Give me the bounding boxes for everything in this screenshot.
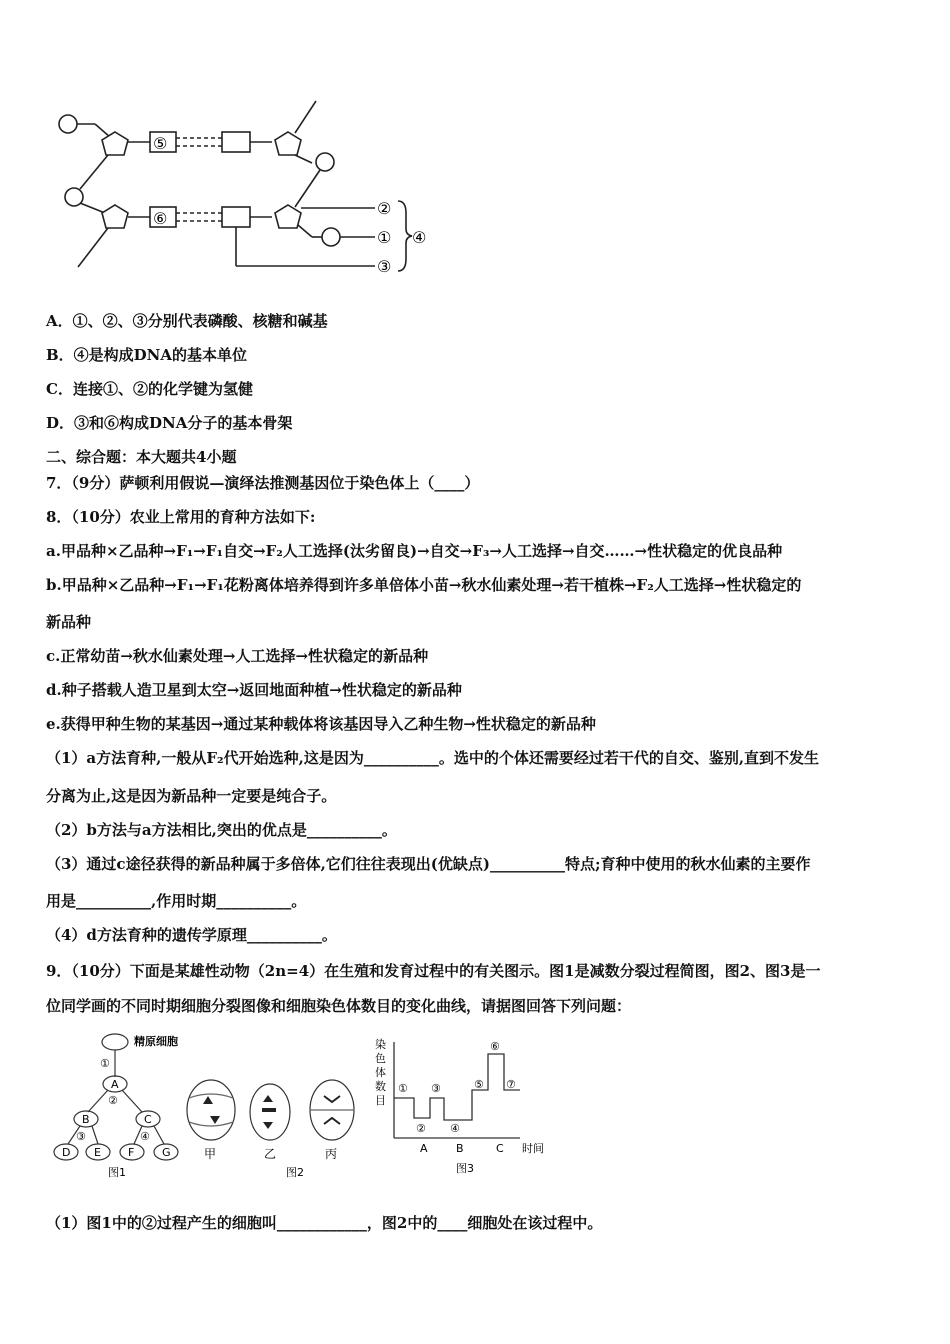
fig1-label-d: D — [62, 1146, 71, 1159]
fig3-mark-6: ⑥ — [490, 1040, 500, 1053]
label-four: ④ — [412, 228, 427, 247]
sugar-pentagon-bottom-left — [102, 205, 128, 228]
fig3-mark-3: ③ — [431, 1082, 441, 1095]
label-two: ② — [377, 199, 392, 218]
q8-method-b-line1: b.甲品种×乙品种→F₁→F₁花粉离体培养得到许多单倍体小苗→秋水仙素处理→若干植株→F₂人工选择→性状稳定的 — [46, 576, 802, 594]
q9-intro-line1: 9．（10分）下面是某雄性动物（2n=4）在生殖和发育过程中的有关图示。图1是减数分裂过程简图，图2、图3是一 — [46, 962, 821, 980]
fig1-step4: ④ — [140, 1130, 150, 1143]
fig3-tick-a: A — [420, 1142, 428, 1155]
label-five: ⑤ — [153, 134, 168, 153]
label-six: ⑥ — [153, 209, 168, 228]
sugar-pentagon-bottom-right — [275, 205, 301, 228]
fig3-ylabel-1: 染 — [375, 1038, 386, 1051]
sugar-pentagon-top-right — [275, 132, 301, 155]
q9-sub1: （1）图1中的②过程产生的细胞叫____________，图2中的____细胞处在该过程中。 — [46, 1214, 603, 1232]
fig3-mark-7: ⑦ — [506, 1078, 516, 1091]
phosphate-circle-mid-right — [316, 153, 334, 171]
q8-method-e: e.获得甲种生物的某基因→通过某种载体将该基因导入乙种生物→性状稳定的新品种 — [46, 715, 596, 733]
fig1-step3: ③ — [76, 1130, 86, 1143]
q8-method-c: c.正常幼苗→秋水仙素处理→人工选择→性状稳定的新品种 — [46, 647, 429, 665]
fig1-caption: 图1 — [108, 1166, 126, 1179]
q8-intro: 8．（10分）农业上常用的育种方法如下: — [46, 508, 316, 526]
fig2-label-yi: 乙 — [264, 1147, 277, 1161]
option-b: B．④是构成DNA的基本单位 — [46, 346, 248, 364]
section-title: 二、综合题：本大题共4小题 — [46, 448, 237, 466]
chromosome-curve-figure — [370, 1032, 560, 1177]
option-d: D．③和⑥构成DNA分子的基本骨架 — [46, 414, 293, 432]
fig1-label-f: F — [128, 1146, 135, 1159]
q8-sub3-line2: 用是__________,作用时期__________。 — [46, 892, 307, 910]
option-a: A．①、②、③分别代表磷酸、核糖和碱基 — [46, 312, 328, 330]
fig1-label-a: A — [111, 1078, 119, 1091]
option-c: C．连接①、②的化学键为氢健 — [46, 380, 253, 398]
fig1-title: 精原细胞 — [134, 1035, 178, 1048]
q8-method-a: a.甲品种×乙品种→F₁→F₁自交→F₂人工选择(汰劣留良)→自交→F₃→人工选择→自交……→性状稳定的优良品种 — [46, 542, 783, 560]
base-box-right-bottom — [222, 207, 250, 227]
base-box-right-top — [222, 132, 250, 152]
sugar-pentagon-top-left — [102, 132, 128, 155]
fig3-mark-1: ① — [398, 1082, 408, 1095]
q8-sub3-line1: （3）通过c途径获得的新品种属于多倍体,它们往往表现出(优缺点)__________特点;育种中使用的秋水仙素的主要作 — [46, 855, 811, 873]
fig3-mark-4: ④ — [450, 1122, 460, 1135]
q8-method-b-line2: 新品种 — [46, 613, 92, 631]
fig3-mark-2: ② — [416, 1122, 426, 1135]
fig2-label-bing: 丙 — [325, 1147, 338, 1161]
fig2-cell-jia — [187, 1080, 235, 1140]
fig3-ylabel-4: 数 — [375, 1080, 386, 1093]
q8-sub1-line2: 分离为止,这是因为新品种一定要是纯合子。 — [46, 787, 337, 805]
fig1-step2: ② — [108, 1094, 118, 1107]
fig3-ylabel-2: 色 — [375, 1052, 386, 1065]
q8-sub1-line1: （1）a方法育种,一般从F₂代开始选种,这是因为__________。选中的个体还需要经过若干代的自交、鉴别,直到不发生 — [46, 749, 820, 767]
fig1-step1: ① — [100, 1057, 110, 1070]
fig3-caption: 图3 — [456, 1162, 474, 1175]
fig2-caption: 图2 — [286, 1166, 304, 1179]
label-three: ③ — [377, 257, 392, 276]
question-7: 7．（9分）萨顿利用假说—演绎法推测基因位于染色体上（____） — [46, 474, 480, 492]
fig3-xlabel: 时间 — [522, 1142, 544, 1155]
q8-sub2: （2）b方法与a方法相比,突出的优点是__________。 — [46, 821, 397, 839]
fig3-mark-5: ⑤ — [474, 1078, 484, 1091]
phosphate-circle-bottom-right — [322, 228, 340, 246]
fig2-label-jia: 甲 — [204, 1147, 217, 1161]
fig3-ylabel-3: 体 — [375, 1066, 386, 1079]
fig1-label-g: G — [162, 1146, 171, 1159]
fig1-label-e: E — [94, 1146, 101, 1159]
fig3-tick-b: B — [456, 1142, 464, 1155]
q8-method-d: d.种子搭载人造卫星到太空→返回地面种植→性状稳定的新品种 — [46, 681, 462, 699]
fig1-label-b: B — [82, 1113, 90, 1126]
q9-intro-line2: 位同学画的不同时期细胞分裂图像和细胞染色体数目的变化曲线，请据图回答下列问题： — [46, 997, 632, 1015]
fig1-label-c: C — [144, 1113, 152, 1126]
phosphate-circle-top-left — [59, 115, 77, 133]
fig1-spermatogonium — [102, 1034, 128, 1050]
dna-structure-figure — [50, 95, 427, 280]
meiosis-figures — [48, 1030, 368, 1185]
fig3-tick-c: C — [496, 1142, 504, 1155]
fig3-ylabel-5: 目 — [375, 1094, 386, 1107]
label-one: ① — [377, 228, 392, 247]
q8-sub4: （4）d方法育种的遗传学原理__________。 — [46, 926, 337, 944]
